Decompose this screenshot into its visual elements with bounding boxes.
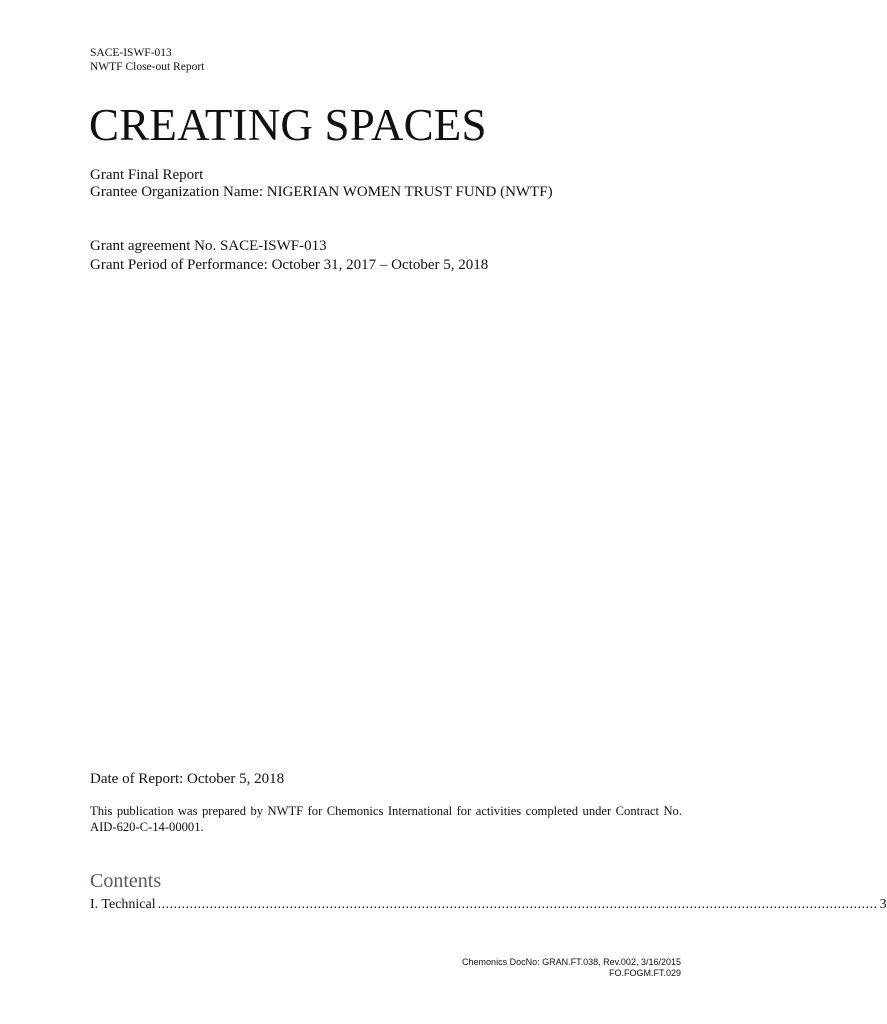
- header-report-name: NWTF Close-out Report: [90, 61, 205, 73]
- document-title: CREATING SPACES: [89, 100, 487, 150]
- header-doc-id: SACE-ISWF-013: [90, 47, 172, 59]
- toc-entry-label: I. Technical: [90, 897, 156, 912]
- publication-note: This publication was prepared by NWTF for Chemonics International for activities completed under Contract No. AID-620-C-14-00001.: [90, 804, 682, 834]
- toc-entry-technical[interactable]: [90, 896, 887, 914]
- footer-form-code: FO.FOGM.FT.029: [608, 968, 681, 978]
- grant-period: Grant Period of Performance: October 31, 2017 – October 5, 2018: [90, 257, 489, 273]
- toc-leader-dots: ....................................................................................................................................................................................: [157, 897, 878, 912]
- grantee-organization: Grantee Organization Name: NIGERIAN WOMEN TRUST FUND (NWTF): [90, 184, 553, 200]
- contents-heading: Contents: [90, 870, 162, 892]
- toc-entry-page: 3: [879, 897, 887, 912]
- grant-agreement-number: Grant agreement No. SACE-ISWF-013: [90, 238, 327, 254]
- report-date: Date of Report: October 5, 2018: [90, 771, 285, 787]
- report-type: Grant Final Report: [90, 167, 204, 183]
- footer-doc-number: Chemonics DocNo: GRAN.FT.038, Rev.002, 3/16/2015: [462, 957, 681, 967]
